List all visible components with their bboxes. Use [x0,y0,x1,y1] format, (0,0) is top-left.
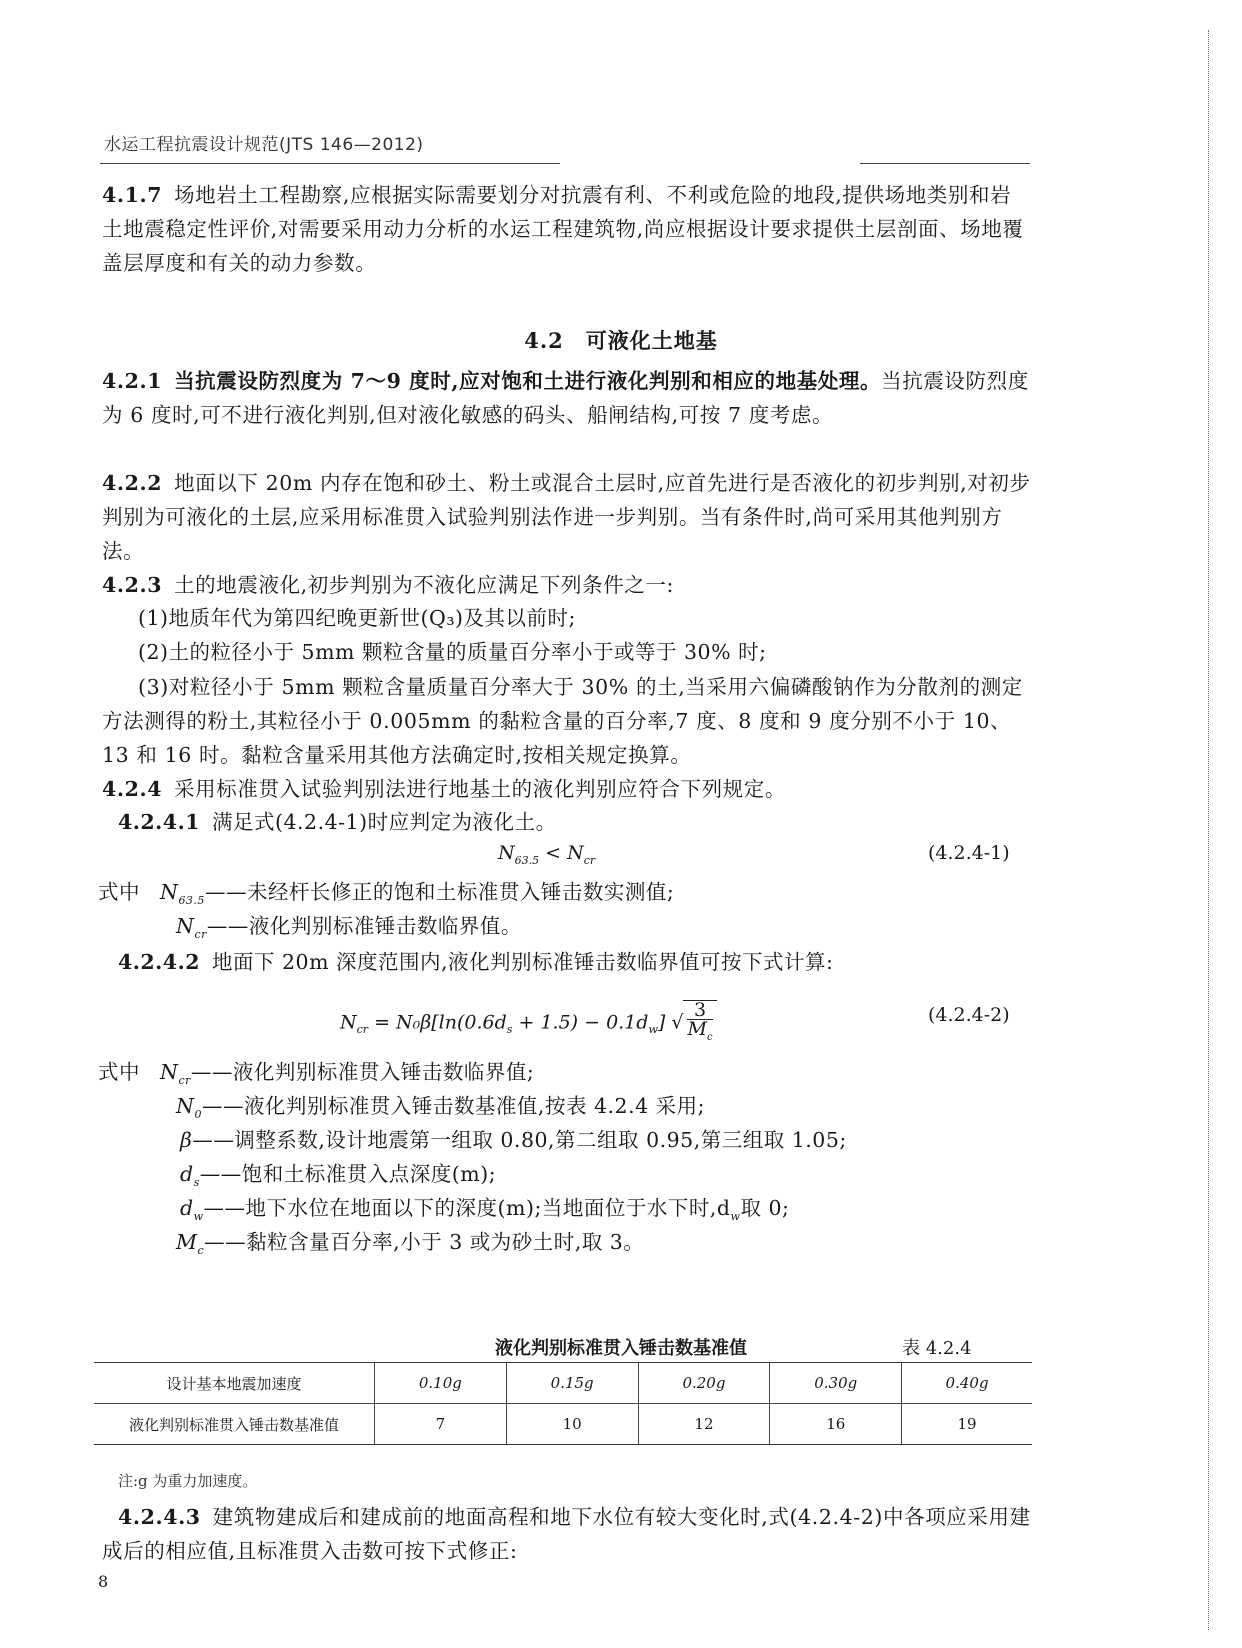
table-cell: 设计基本地震加速度 [94,1363,375,1404]
table-cell: 12 [638,1404,770,1445]
clause-4-2-3-item-2: (2)土的粒径小于 5mm 颗粒含量的质量百分率小于或等于 30% 时; [138,640,767,664]
formula-4-2-4-1: $N_{63.5} < N_{cr}$ [498,842,596,867]
clause-4-2-4-2: 4.2.4.2 地面下 20m 深度范围内,液化判别标准锤击数临界值可按下式计算: [118,950,834,974]
clause-4-2-4-3: 4.2.4.3 建筑物建成后和建成前的地面高程和地下水位有较大变化时,式(4.2.4-2)中各项应采用建成后的相应值,且标准贯入击数可按下式修正: [102,1505,1031,1563]
clause-4-2-3-item-3: (3)对粒径小于 5mm 颗粒含量质量百分率大于 30% 的土,当采用六偏磷酸钠作为分散剂的测定方法测得的粉土,其粒径小于 0.005mm 的黏粒含量的百分率,7 度、8 度和 9 度分别不小于 10、13 和 16 时。黏粒含量采用其他方法确定时,按相关规定换算。 [102,675,1023,767]
square-root: √ 3 $M_c$ [671,1000,716,1047]
formula-4-2-4-2: $N_{cr} = N_0\beta[\ln(0.6d_s + 1.5) - 0.1d_w]$ √ 3 $M_c$ [340,1000,717,1047]
table-cell: 0.30g [770,1363,902,1404]
header-rule-right [860,163,1030,164]
where-block-2-line-5: $d_w——$地下水位在地面以下的深度(m);当地面位于水下时$,d_w$取 0; [180,1196,790,1224]
table-title: 液化判别标准贯入锤击数基准值 [495,1338,747,1359]
clause-4-1-7: 4.1.7 场地岩土工程勘察,应根据实际需要划分对抗震有利、不利或危险的地段,提供场地类别和岩土地震稳定性评价,对需要采用动力分析的水运工程建筑物,尚应根据设计要求提供土层剖面、场地覆盖层厚度和有关的动力参数。 [102,183,1024,275]
where-block-1-line-1: 式中 $N_{63.5}——$未经杆长修正的饱和土标准贯入锤击数实测值; [98,880,675,908]
clause-4-2-3-item-1: (1)地质年代为第四纪晚更新世(Q₃)及其以前时; [138,606,576,630]
table-number: 表 4.2.4 [902,1338,972,1359]
clause-4-2-4: 4.2.4 采用标准贯入试验判别法进行地基土的液化判别应符合下列规定。 [102,777,786,801]
equation-number-1: (4.2.4-1) [928,842,1010,864]
where-block-2-line-2: $N_0——$液化判别标准贯入锤击数基准值,按表 4.2.4 采用; [176,1094,706,1122]
where-block-2-line-4: $d_s——$饱和土标准贯入点深度(m); [180,1162,497,1190]
table-cell: 7 [375,1404,507,1445]
where-block-2-line-1: 式中 $N_{cr}——$液化判别标准贯入锤击数临界值; [98,1060,535,1088]
clause-4-2-4-1: 4.2.4.1 满足式(4.2.4-1)时应判定为液化土。 [118,810,557,834]
table-cell: 19 [902,1404,1032,1445]
where-block-1-line-2: $N_{cr}——$液化判别标准锤击数临界值。 [176,914,522,942]
page-number: 8 [98,1572,109,1591]
table-cell: 0.40g [902,1363,1032,1404]
table-cell: 10 [506,1404,638,1445]
table-cell: 液化判别标准贯入锤击数基准值 [94,1404,375,1445]
clause-4-2-2: 4.2.2 地面以下 20m 内存在饱和砂土、粉土或混合土层时,应首先进行是否液化的初步判别,对初步判别为可液化的土层,应采用标准贯入试验判别法作进一步判别。当有条件时,尚可采用其他判别方法。 [102,471,1031,563]
table-note: 注:g 为重力加速度。 [118,1472,258,1490]
table-row [94,1363,1032,1404]
equation-number-2: (4.2.4-2) [928,1004,1010,1026]
table-cell: 16 [770,1404,902,1445]
table-cell: 0.15g [506,1363,638,1404]
running-header: 水运工程抗震设计规范(JTS 146—2012) [104,135,424,155]
base-value-table [94,1362,1032,1445]
scan-edge-marks [1208,30,1209,1630]
clause-4-2-3: 4.2.3 土的地震液化,初步判别为不液化应满足下列条件之一: [102,573,674,597]
where-block-2-line-6: $M_c——$黏粒含量百分率,小于 3 或为砂土时,取 3。 [176,1230,645,1258]
table-cell: 0.20g [638,1363,770,1404]
table-cell: 0.10g [375,1363,507,1404]
section-title: 4.2 可液化土地基 [524,328,718,353]
clause-4-2-1: 4.2.1 当抗震设防烈度为 7～9 度时,应对饱和土进行液化判别和相应的地基处理。当抗震设防烈度为 6 度时,可不进行液化判别,但对液化敏感的码头、船闸结构,可按 7 度考虑。 [102,369,1029,427]
header-rule-left [100,163,560,164]
where-block-2-line-3: β——调整系数,设计地震第一组取 0.80,第二组取 0.95,第三组取 1.05; [180,1128,847,1152]
table-row [94,1404,1032,1445]
